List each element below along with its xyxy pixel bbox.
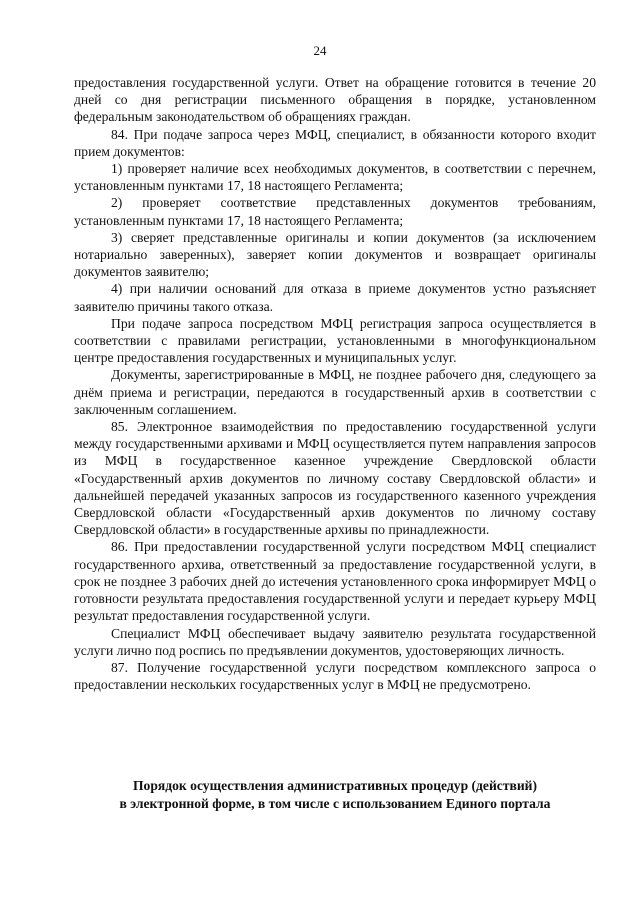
section-heading: [74, 777, 596, 813]
list-item: 1) проверяет наличие всех необходимых документов, в соответствии с перечнем, установленным пунктами 17, 18 настоящего Регламента;: [74, 161, 596, 194]
list-item: 4) при наличии оснований для отказа в приеме документов устно разъясняет заявителю причины такого отказа.: [74, 281, 596, 314]
paragraph: предоставления государственной услуги. Ответ на обращение готовится в течение 20 дней со дня регистрации письменного обращения в порядке, установленном федеральным законодательством об обращениях граждан.: [74, 75, 596, 125]
paragraph: 84. При подаче запроса через МФЦ, специалист, в обязанности которого входит прием документов:: [74, 126, 596, 159]
paragraph: При подаче запроса посредством МФЦ регистрация запроса осуществляется в соответствии с правилами регистрации, установленными в многофункциональном центре предоставления государственных и муниципальных услуг.: [74, 315, 596, 366]
paragraph: 85. Электронное взаимодействия по предоставлению государственной услуги между государственными архивами и МФЦ осуществляется путем направления запросов из МФЦ в государственное казенное учреждение Свердловской области «Государственный архив документов по личному составу Свердловской области» и дальнейшей передачей указанных запросов из государственного казенного учреждения Свердловской области «Государственный архив документов по личному составу Свердловской области» в государственные архивы по принадлежности.: [74, 419, 596, 538]
list-item: 2) проверяет соответствие представленных документов требованиям, установленным пунктами 17, 18 настоящего Регламента;: [74, 195, 596, 228]
section-heading-line: Порядок осуществления административных процедур (действий): [132, 778, 538, 793]
paragraph: 87. Получение государственной услуги посредством комплексного запроса о предоставлении нескольких государственных услуг в МФЦ не предусмотрено.: [74, 659, 596, 693]
paragraph: 86. При предоставлении государственной услуги посредством МФЦ специалист государственного архива, ответственный за предоставление государственной услуги, в срок не позднее 3 рабочих дней до истечения установленного срока информирует МФЦ о готовности результата предоставления государственной услуги и передает курьеру МФЦ результат предоставления государственной услуги.: [74, 539, 596, 624]
paragraph: Документы, зарегистрированные в МФЦ, не позднее рабочего дня, следующего за днём приема и регистрации, передаются в государственный архив в соответствии с заключенным соглашением.: [74, 367, 596, 417]
document-body: [74, 74, 596, 693]
section-heading-line: в электронной форме, в том числе с использованием Единого портала: [119, 796, 551, 811]
page-number: 24: [313, 43, 327, 58]
list-item: 3) сверяет представленные оригиналы и копии документов (за исключением нотариально заверенных), заверяет копии документов и возвращает оригиналы документов заявителю;: [74, 229, 596, 280]
paragraph: Специалист МФЦ обеспечивает выдачу заявителю результата государственной услуги лично под роспись по предъявлении документов, удостоверяющих личность.: [74, 625, 596, 658]
